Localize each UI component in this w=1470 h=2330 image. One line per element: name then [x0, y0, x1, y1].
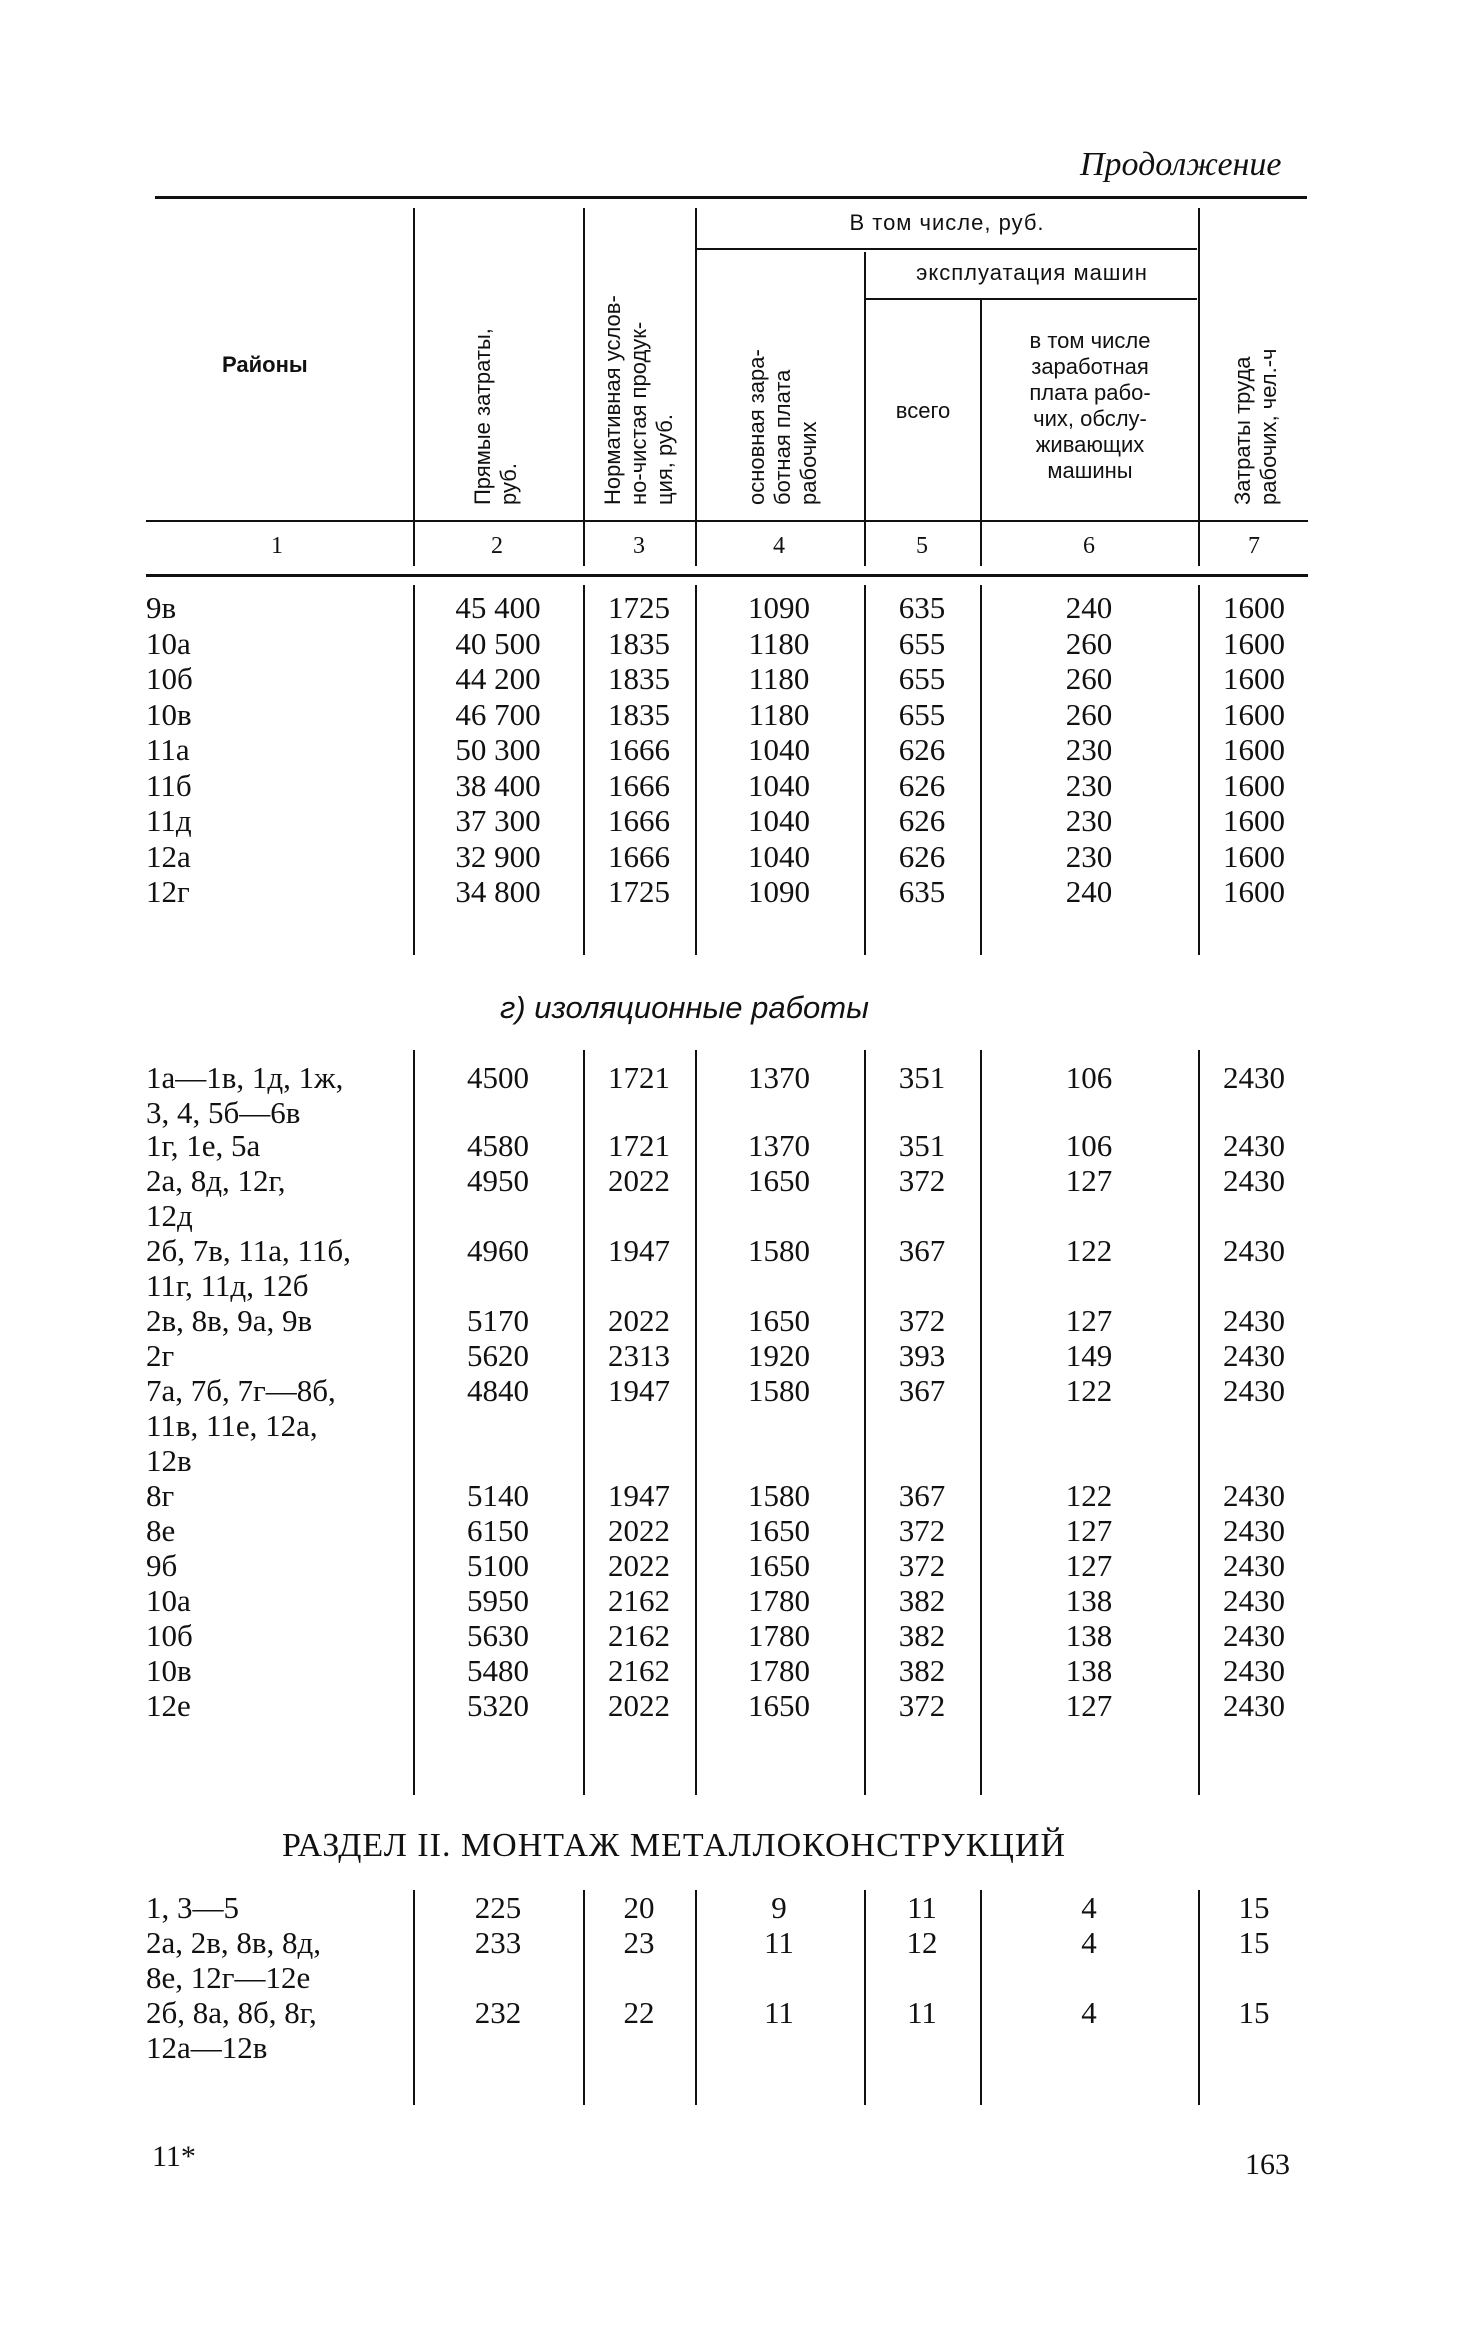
value-cell-c4: 1180: [748, 625, 810, 661]
value-cell-c3: 2162: [608, 1653, 670, 1688]
value-cell-c6: 127: [1065, 1513, 1113, 1548]
value-cell-c3: 1835: [608, 661, 670, 696]
value-cell-c2: 6150: [467, 1513, 529, 1548]
value-cell-c7: 2430: [1223, 1373, 1285, 1408]
header-machine-wage: в том числе заработная плата рабо- чих, обслу- живающих машины: [1029, 328, 1151, 483]
table2-row: [0, 1303, 1470, 1339]
value-cell-c6: 240: [1065, 874, 1113, 909]
table1-row: [0, 839, 1470, 875]
value-cell-c2: 5170: [467, 1303, 529, 1338]
value-cell-c6: 127: [1065, 1163, 1113, 1198]
value-cell-c3: 1947: [608, 1233, 670, 1268]
value-cell-c2: 40 500: [455, 625, 541, 661]
value-cell-c4: 1650: [748, 1513, 810, 1548]
table2-row: [0, 1513, 1470, 1549]
value-cell-c4: 1580: [748, 1478, 810, 1513]
value-cell-c2: 45 400: [455, 590, 541, 625]
value-cell-c2: 32 900: [455, 838, 541, 874]
value-cell-c4: 1180: [748, 696, 810, 732]
value-cell-c7: 1600: [1223, 590, 1285, 625]
col-number-5: 5: [916, 533, 928, 559]
value-cell-c4: 1580: [748, 1233, 810, 1268]
region-cell: 1а—1в, 1д, 1ж, 3, 4, 5б—6в: [146, 1060, 344, 1130]
value-cell-c7: 2430: [1223, 1303, 1285, 1338]
value-cell-c4: 1580: [748, 1373, 810, 1408]
value-cell-c5: 367: [898, 1373, 946, 1408]
value-cell-c4: 11: [764, 1995, 794, 2030]
table1-row: [0, 661, 1470, 697]
value-cell-c3: 2313: [608, 1338, 670, 1373]
table2-row: [0, 1688, 1470, 1724]
value-cell-c4: 9: [771, 1890, 787, 1925]
value-cell-c3: 1666: [608, 732, 670, 767]
value-cell-c2: 37 300: [455, 803, 541, 838]
value-cell-c4: 1180: [748, 661, 810, 696]
value-cell-c6: 4: [1081, 1925, 1097, 1960]
value-cell-c5: 635: [898, 590, 946, 625]
region-cell: 11д: [146, 803, 192, 838]
value-cell-c5: 382: [898, 1618, 946, 1653]
value-cell-c7: 1600: [1223, 767, 1285, 803]
value-cell-c2: 5620: [467, 1338, 529, 1373]
value-cell-c4: 1090: [748, 874, 810, 909]
value-cell-c7: 2430: [1223, 1618, 1285, 1653]
header-direct-costs: Прямые затраты, руб.: [470, 328, 521, 505]
value-cell-c6: 240: [1065, 590, 1113, 625]
region-cell: 2а, 2в, 8в, 8д, 8е, 12г—12е: [146, 1925, 322, 1995]
value-cell-c5: 626: [898, 732, 946, 767]
region-cell: 2б, 8а, 8б, 8г, 12а—12в: [146, 1995, 317, 2065]
value-cell-c7: 2430: [1223, 1163, 1285, 1198]
region-cell: 10а: [146, 1583, 191, 1618]
value-cell-c6: 127: [1065, 1548, 1113, 1583]
region-cell: 2г: [146, 1338, 175, 1373]
table1-row: [0, 590, 1470, 626]
value-cell-c6: 106: [1065, 1128, 1113, 1163]
value-cell-c7: 1600: [1223, 838, 1285, 874]
value-cell-c7: 15: [1238, 1995, 1270, 2030]
table2-row: [0, 1373, 1470, 1478]
value-cell-c3: 1666: [608, 803, 670, 838]
value-cell-c2: 4960: [467, 1233, 529, 1268]
value-cell-c3: 1666: [608, 767, 670, 803]
value-cell-c6: 138: [1065, 1583, 1113, 1618]
value-cell-c5: 372: [898, 1163, 946, 1198]
value-cell-c5: 11: [907, 1995, 937, 2030]
part2-title: РАЗДЕЛ II. МОНТАЖ МЕТАЛЛОКОНСТРУКЦИЙ: [282, 1827, 1067, 1864]
value-cell-c2: 233: [474, 1925, 522, 1960]
value-cell-c2: 34 800: [455, 874, 541, 909]
table1-row: [0, 768, 1470, 804]
value-cell-c7: 2430: [1223, 1233, 1285, 1268]
value-cell-c5: 382: [898, 1583, 946, 1618]
value-cell-c7: 2430: [1223, 1060, 1285, 1095]
value-cell-c4: 1650: [748, 1163, 810, 1198]
region-cell: 8г: [146, 1478, 175, 1513]
region-cell: 10в: [146, 696, 192, 732]
value-cell-c5: 626: [898, 838, 946, 874]
table2-row: [0, 1478, 1470, 1514]
value-cell-c6: 127: [1065, 1688, 1113, 1723]
section-g-title: г) изоляционные работы: [500, 990, 869, 1025]
table1-row: [0, 874, 1470, 910]
value-cell-c3: 20: [623, 1890, 655, 1925]
value-cell-c5: 655: [898, 696, 946, 732]
value-cell-c4: 1090: [748, 590, 810, 625]
value-cell-c4: 11: [764, 1925, 794, 1960]
value-cell-c2: 44 200: [455, 661, 541, 696]
value-cell-c6: 230: [1065, 803, 1113, 838]
region-cell: 9в: [146, 590, 177, 625]
top-rule: [155, 196, 1307, 199]
value-cell-c3: 2022: [608, 1513, 670, 1548]
table3-row: [0, 1925, 1470, 1995]
col-number-3: 3: [633, 533, 645, 559]
value-cell-c5: 626: [898, 803, 946, 838]
value-cell-c2: 5950: [467, 1583, 529, 1618]
header-labor: Затраты труда рабочих, чел.-ч: [1230, 348, 1281, 505]
value-cell-c7: 1600: [1223, 625, 1285, 661]
header-base-wage: основная зара- ботная плата рабочих: [744, 349, 821, 505]
col-number-1: 1: [271, 533, 283, 559]
value-cell-c5: 393: [898, 1338, 946, 1373]
footer-signature: 11*: [152, 2140, 196, 2173]
value-cell-c5: 382: [898, 1653, 946, 1688]
value-cell-c6: 138: [1065, 1618, 1113, 1653]
value-cell-c6: 260: [1065, 661, 1113, 696]
region-cell: 8е: [146, 1513, 176, 1548]
region-cell: 12а: [146, 838, 191, 874]
table2-row: [0, 1618, 1470, 1654]
value-cell-c3: 2022: [608, 1303, 670, 1338]
value-cell-c4: 1780: [748, 1653, 810, 1688]
value-cell-c3: 2022: [608, 1548, 670, 1583]
table2-row: [0, 1163, 1470, 1233]
value-cell-c2: 4950: [467, 1163, 529, 1198]
col-number-6: 6: [1083, 533, 1095, 559]
value-cell-c6: 260: [1065, 696, 1113, 732]
value-cell-c6: 230: [1065, 767, 1113, 803]
value-cell-c4: 1650: [748, 1303, 810, 1338]
value-cell-c3: 1725: [608, 874, 670, 909]
region-cell: 1, 3—5: [146, 1890, 239, 1925]
value-cell-c6: 149: [1065, 1338, 1113, 1373]
value-cell-c3: 1835: [608, 625, 670, 661]
value-cell-c2: 4840: [467, 1373, 529, 1408]
value-cell-c2: 5630: [467, 1618, 529, 1653]
value-cell-c5: 626: [898, 767, 946, 803]
region-cell: 10б: [146, 661, 193, 696]
value-cell-c3: 1725: [608, 590, 670, 625]
value-cell-c3: 1666: [608, 838, 670, 874]
value-cell-c7: 1600: [1223, 732, 1285, 767]
value-cell-c5: 351: [898, 1128, 946, 1163]
value-cell-c3: 22: [623, 1995, 655, 2030]
region-cell: 2в, 8в, 9а, 9в: [146, 1303, 313, 1338]
value-cell-c5: 11: [907, 1890, 937, 1925]
value-cell-c6: 4: [1081, 1890, 1097, 1925]
value-cell-c5: 372: [898, 1688, 946, 1723]
value-cell-c6: 230: [1065, 838, 1113, 874]
header-machine-operation: эксплуатация машин: [916, 260, 1148, 285]
value-cell-c4: 1370: [748, 1128, 810, 1163]
value-cell-c7: 15: [1238, 1925, 1270, 1960]
value-cell-c6: 230: [1065, 732, 1113, 767]
value-cell-c7: 1600: [1223, 661, 1285, 696]
value-cell-c7: 2430: [1223, 1688, 1285, 1723]
table1-row: [0, 626, 1470, 662]
value-cell-c2: 225: [474, 1890, 522, 1925]
region-cell: 2а, 8д, 12г, 12д: [146, 1163, 286, 1233]
header-regions: Районы: [222, 352, 308, 377]
region-cell: 10а: [146, 625, 191, 661]
table1-row: [0, 803, 1470, 839]
table2-row: [0, 1128, 1470, 1164]
value-cell-c2: 232: [474, 1995, 522, 2030]
table1-row: [0, 697, 1470, 733]
value-cell-c5: 635: [898, 874, 946, 909]
value-cell-c2: 4500: [467, 1060, 529, 1095]
value-cell-c2: 5100: [467, 1548, 529, 1583]
value-cell-c2: 4580: [467, 1128, 529, 1163]
header-normative: Нормативная услов- но-чистая продук- ция, руб.: [600, 295, 677, 505]
value-cell-c6: 122: [1065, 1373, 1113, 1408]
header-including: В том числе, руб.: [849, 210, 1045, 235]
region-cell: 11а: [146, 732, 190, 767]
value-cell-c4: 1780: [748, 1618, 810, 1653]
value-cell-c4: 1650: [748, 1548, 810, 1583]
value-cell-c6: 106: [1065, 1060, 1113, 1095]
value-cell-c6: 122: [1065, 1478, 1113, 1513]
value-cell-c7: 1600: [1223, 874, 1285, 909]
value-cell-c3: 1721: [608, 1128, 670, 1163]
value-cell-c5: 367: [898, 1478, 946, 1513]
value-cell-c3: 1721: [608, 1060, 670, 1095]
value-cell-c7: 2430: [1223, 1338, 1285, 1373]
value-cell-c5: 351: [898, 1060, 946, 1095]
value-cell-c2: 5480: [467, 1653, 529, 1688]
value-cell-c5: 367: [898, 1233, 946, 1268]
region-cell: 12е: [146, 1688, 191, 1723]
value-cell-c4: 1040: [748, 803, 810, 838]
region-cell: 10в: [146, 1653, 192, 1688]
value-cell-c3: 2022: [608, 1163, 670, 1198]
value-cell-c5: 372: [898, 1548, 946, 1583]
value-cell-c2: 5140: [467, 1478, 529, 1513]
table2-row: [0, 1548, 1470, 1584]
value-cell-c5: 655: [898, 625, 946, 661]
value-cell-c4: 1040: [748, 732, 810, 767]
value-cell-c5: 372: [898, 1303, 946, 1338]
value-cell-c4: 1920: [748, 1338, 810, 1373]
table3-row: [0, 1890, 1470, 1926]
value-cell-c4: 1370: [748, 1060, 810, 1095]
table2-row: [0, 1338, 1470, 1374]
value-cell-c7: 2430: [1223, 1653, 1285, 1688]
col-number-7: 7: [1248, 533, 1260, 559]
value-cell-c2: 5320: [467, 1688, 529, 1723]
value-cell-c3: 1947: [608, 1478, 670, 1513]
continuation-label: Продолжение: [1080, 146, 1282, 183]
value-cell-c3: 1835: [608, 696, 670, 732]
value-cell-c7: 2430: [1223, 1583, 1285, 1618]
value-cell-c2: 38 400: [455, 767, 541, 803]
page-number: 163: [1245, 2148, 1290, 2181]
table2-row: [0, 1233, 1470, 1303]
region-cell: 2б, 7в, 11а, 11б, 11г, 11д, 12б: [146, 1233, 351, 1303]
value-cell-c3: 2022: [608, 1688, 670, 1723]
table1-row: [0, 732, 1470, 768]
header-total: всего: [895, 398, 951, 423]
table2-row: [0, 1653, 1470, 1689]
value-cell-c2: 50 300: [455, 732, 541, 767]
col-number-4: 4: [773, 533, 785, 559]
value-cell-c3: 23: [623, 1925, 655, 1960]
value-cell-c3: 2162: [608, 1618, 670, 1653]
table2-row: [0, 1583, 1470, 1619]
region-cell: 1г, 1е, 5а: [146, 1128, 261, 1163]
value-cell-c6: 127: [1065, 1303, 1113, 1338]
table2-row: [0, 1060, 1470, 1130]
value-cell-c4: 1780: [748, 1583, 810, 1618]
value-cell-c3: 2162: [608, 1583, 670, 1618]
region-cell: 12г: [146, 874, 190, 909]
region-cell: 10б: [146, 1618, 193, 1653]
value-cell-c6: 138: [1065, 1653, 1113, 1688]
value-cell-c6: 4: [1081, 1995, 1097, 2030]
value-cell-c7: 1600: [1223, 696, 1285, 732]
value-cell-c5: 655: [898, 661, 946, 696]
table3-row: [0, 1995, 1470, 2065]
region-cell: 11б: [146, 767, 192, 803]
value-cell-c6: 260: [1065, 625, 1113, 661]
value-cell-c4: 1040: [748, 838, 810, 874]
value-cell-c5: 372: [898, 1513, 946, 1548]
value-cell-c5: 12: [906, 1925, 938, 1960]
value-cell-c7: 1600: [1223, 803, 1285, 838]
value-cell-c4: 1040: [748, 767, 810, 803]
value-cell-c7: 2430: [1223, 1128, 1285, 1163]
region-cell: 7а, 7б, 7г—8б, 11в, 11е, 12а, 12в: [146, 1373, 336, 1478]
value-cell-c7: 2430: [1223, 1548, 1285, 1583]
value-cell-c3: 1947: [608, 1373, 670, 1408]
value-cell-c6: 122: [1065, 1233, 1113, 1268]
value-cell-c4: 1650: [748, 1688, 810, 1723]
value-cell-c7: 15: [1238, 1890, 1270, 1925]
value-cell-c2: 46 700: [455, 696, 541, 732]
col-number-2: 2: [491, 533, 503, 559]
value-cell-c7: 2430: [1223, 1478, 1285, 1513]
region-cell: 9б: [146, 1548, 178, 1583]
value-cell-c7: 2430: [1223, 1513, 1285, 1548]
